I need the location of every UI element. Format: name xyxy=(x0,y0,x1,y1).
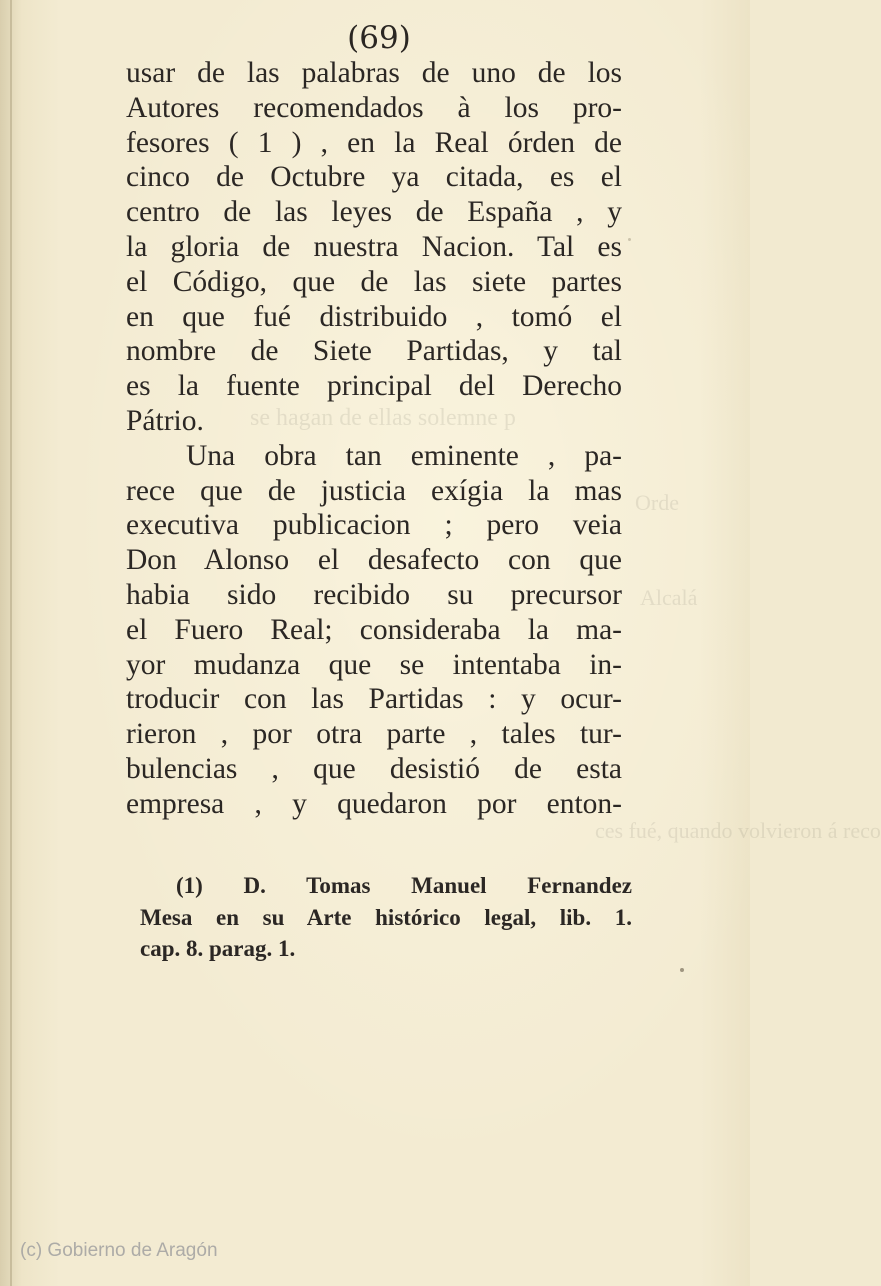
text-line: rece que de justicia exígia la mas xyxy=(126,474,622,507)
text-line: el Fuero Real; consideraba la ma- xyxy=(126,613,622,646)
text-line: executiva publicacion ; pero veia xyxy=(126,509,622,542)
text-line: el Código, que de las siete partes xyxy=(126,265,622,298)
text-line: habia sido recibido su precursor xyxy=(126,578,622,611)
text-line: nombre de Siete Partidas, y tal xyxy=(126,335,622,368)
text-line: cinco de Octubre ya citada, es el xyxy=(126,161,622,194)
text-line: Pátrio. xyxy=(126,404,204,437)
footnote xyxy=(140,870,632,965)
text-line: troducir con las Partidas : y ocur- xyxy=(126,683,622,716)
text-line: centro de las leyes de España , y xyxy=(126,196,622,229)
show-through-text: se hagan de ellas solemne p xyxy=(250,405,516,431)
text-line: usar de las palabras de uno de los xyxy=(126,57,622,89)
page-number: (69) xyxy=(347,20,411,56)
show-through-text: Orde xyxy=(635,490,679,515)
text-line: yor mudanza que se intentaba in- xyxy=(126,648,622,681)
text-line: la gloria de nuestra Nacion. Tal es xyxy=(126,230,622,263)
text-line: Autores recomendados à los pro- xyxy=(126,91,622,124)
body-text xyxy=(126,56,622,822)
text-line: fesores ( 1 ) , en la Real órden de xyxy=(126,126,622,159)
show-through-text: Alcalá xyxy=(640,585,698,610)
copyright-watermark: (c) Gobierno de Aragón xyxy=(20,1240,218,1261)
text-line: bulencias , que desistió de esta xyxy=(126,752,622,785)
paragraph-start-line: Una obra tan eminente , pa- xyxy=(186,439,622,472)
text-line: en que fué distribuido , tomó el xyxy=(126,300,622,333)
text-line: es la fuente principal del Derecho xyxy=(126,370,622,403)
footnote-line: Mesa en su Arte histórico legal, lib. 1. xyxy=(140,904,632,930)
text-line: rieron , por otra parte , tales tur- xyxy=(126,718,622,751)
text-line: Don Alonso el desafecto con que xyxy=(126,544,622,577)
paper-speck xyxy=(680,968,684,972)
paper-speck xyxy=(628,238,631,241)
binding-gutter xyxy=(10,0,12,1286)
show-through-text: ces fué, quando volvieron á reco xyxy=(595,818,881,843)
text-line: empresa , y quedaron por enton- xyxy=(126,787,622,820)
footnote-line: cap. 8. parag. 1. xyxy=(140,936,296,961)
footnote-line: (1) D. Tomas Manuel Fernandez xyxy=(176,873,632,898)
